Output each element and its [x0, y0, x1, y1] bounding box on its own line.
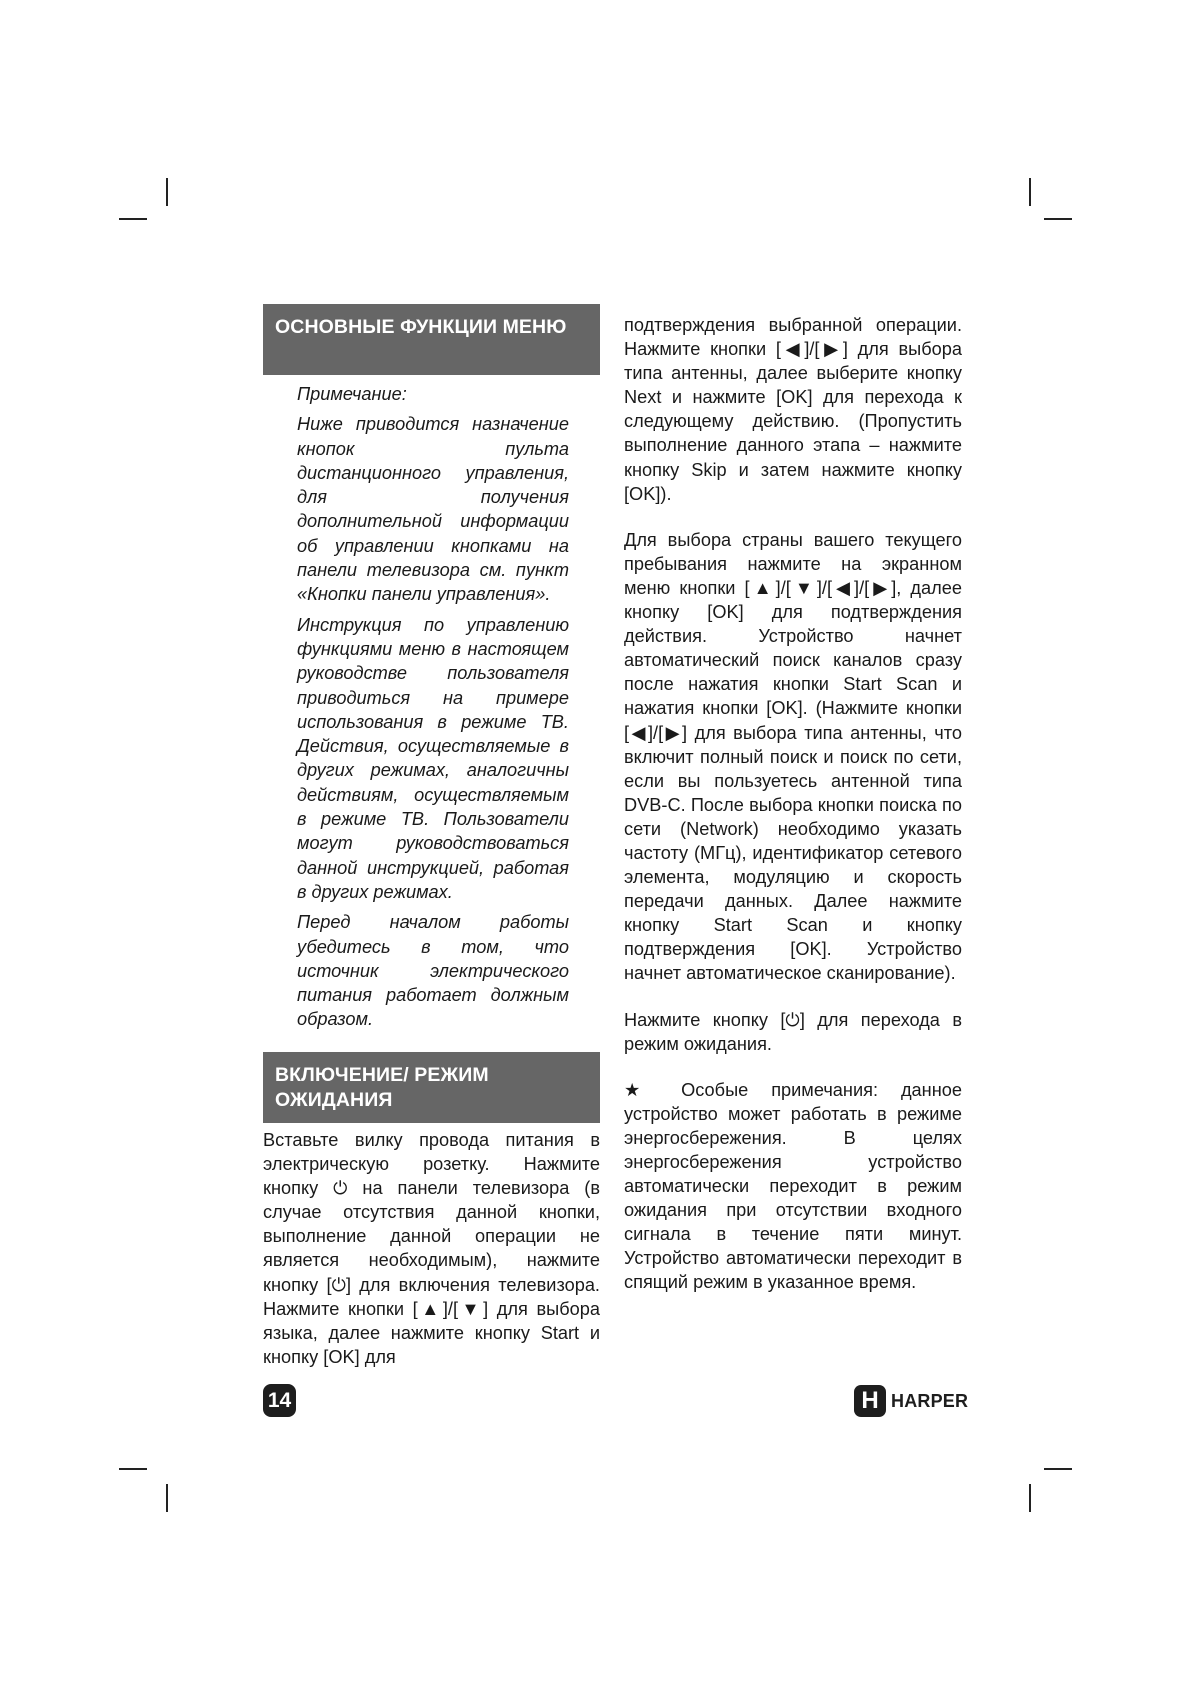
body-paragraph: Для выбора страны вашего текущего пребывания нажмите на экранном меню кнопки [▲]/[▼]/[◀]/[▶], далее кнопку [OK] для подтверждения действия. Устройство начнет автоматический поиск каналов сразу после нажатия кнопки Start Scan и нажатия кнопки [OK]. (Нажмите кнопки [◀]/[▶] для выбора типа антенны, что включит полный поиск и поиск по сети, если вы пользуетесь антенной типа DVB-C. После выбора кнопки поиска по сети (Network) необходимо указать частоту (МГц), идентификатор сетевого элемента, модуляцию и скорость передачи данных. Далее нажмите кнопку Start Scan и кнопку подтверждения [OK]. Устройство начнет автоматическое сканирование).: [624, 529, 962, 984]
page-number: 14: [263, 1384, 296, 1417]
body-paragraph: Нажмите кнопку [⏻] для перехода в режим ожидания.: [624, 1009, 962, 1054]
note-paragraph: Перед началом работы убедитесь в том, что источник электрического питания работает должным образом.: [297, 912, 569, 1030]
note-label: Примечание:: [297, 384, 407, 404]
section-heading-menu-functions: [263, 304, 600, 375]
crop-mark: [1029, 1484, 1031, 1512]
note-paragraph: Инструкция по управлению функциями меню в настоящем руководстве пользователя приводиться на примере использования в режиме ТВ. Действия, осуществляемые в других режимах, аналогичны действиям, осуществляемым в режиме ТВ. Пользователи могут руководствоваться данной инструкцией, работая в других режимах.: [297, 614, 569, 902]
crop-mark: [1044, 1468, 1072, 1470]
crop-mark: [1044, 218, 1072, 220]
harper-logo: [854, 1384, 968, 1418]
section-heading-power-standby: [263, 1052, 600, 1123]
crop-mark: [166, 1484, 168, 1512]
logo-mark-icon: H: [854, 1385, 886, 1417]
body-paragraph: ★ Особые примечания: данное устройство может работать в режиме энергосбережения. В целях энергосбережения устройство автоматически переходит в режим ожидания при отсутствии входного сигнала в течение пяти минут. Устройство автоматически переходит в спящий режим в указанное время.: [624, 1079, 962, 1293]
crop-mark: [119, 218, 147, 220]
crop-mark: [119, 1468, 147, 1470]
body-paragraph: Вставьте вилку провода питания в электрическую розетку. Нажмите кнопку ⏻ на панели телевизора (в случае отсутствия данной кнопки, выполнение данной операции не является необходимым), нажмите кнопку [⏻] для включения телевизора. Нажмите кнопки [▲]/[▼] для выбора языка, далее нажмите кнопку Start и кнопку [OK] для: [263, 1130, 600, 1367]
power-on-instructions: [263, 1128, 600, 1391]
note-block: [297, 382, 569, 1038]
body-paragraph: подтверждения выбранной операции. Нажмите кнопки [◀]/[▶] для выбора типа антенны, далее выберите кнопку Next и нажмите [OK] для перехода к следующему действию. (Пропустить выполнение данного этапа – нажмите кнопку Skip и затем нажмите кнопку [OK]).: [624, 315, 962, 504]
crop-mark: [1029, 178, 1031, 206]
section-heading-text: ОСНОВНЫЕ ФУНКЦИИ МЕНЮ: [275, 316, 567, 338]
crop-mark: [166, 178, 168, 206]
note-paragraph: Ниже приводится назначение кнопок пульта дистанционного управления, для получения дополнительной информации об управлении кнопками на панели телевизора см. пункт «Кнопки панели управления».: [297, 414, 569, 605]
right-column-text: [624, 313, 962, 1317]
logo-text: HARPER: [891, 1390, 969, 1411]
section-heading-text: ВКЛЮЧЕНИЕ/ РЕЖИМ ОЖИДАНИЯ: [275, 1064, 489, 1111]
